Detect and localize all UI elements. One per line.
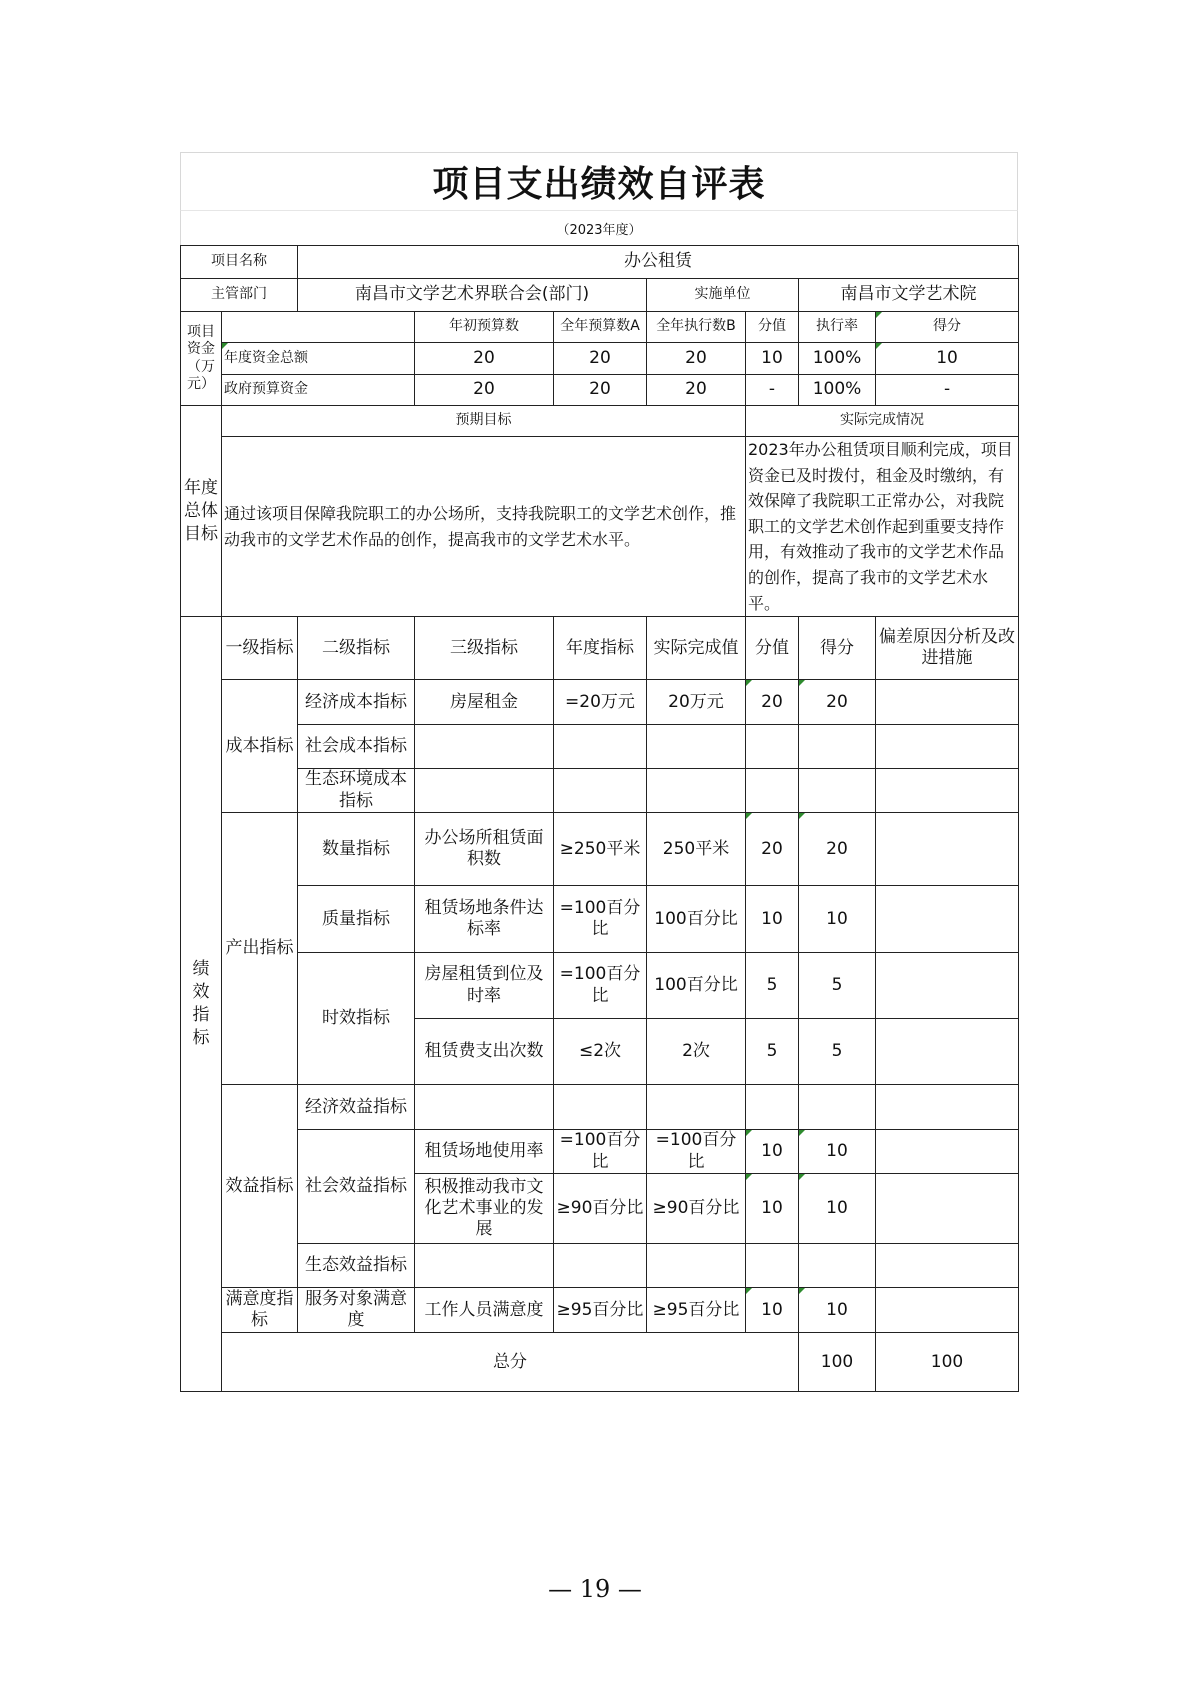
note-cell <box>876 1174 1019 1244</box>
got-cell: 10 <box>799 1288 876 1333</box>
perf-row <box>181 813 1019 886</box>
actual-cell: 100百分比 <box>647 953 746 1019</box>
project-name-row <box>181 246 1019 279</box>
total-got: 100 <box>876 1333 1019 1392</box>
score-cell: 20 <box>746 813 799 886</box>
funds-cell: 20 <box>415 343 554 375</box>
page-title: 项目支出绩效自评表 <box>432 163 766 205</box>
l3-cell: 房屋租赁到位及时率 <box>415 953 554 1019</box>
goal-expected-text: 通过该项目保障我院职工的办公场所，支持我院职工的文学艺术创作，推动我市的文学艺术作品的创作，提高我市的文学艺术水平。 <box>222 437 746 617</box>
l3-cell: 租赁场地条件达标率 <box>415 886 554 953</box>
got-cell: 10 <box>799 1130 876 1174</box>
l2-cell: 生态效益指标 <box>298 1244 415 1288</box>
funds-header: 年初预算数 <box>415 312 554 343</box>
target-cell: ≥95百分比 <box>554 1288 647 1333</box>
impl-label: 实施单位 <box>647 279 799 312</box>
actual-cell: 2次 <box>647 1019 746 1085</box>
impl-value: 南昌市文学艺术院 <box>799 279 1019 312</box>
goal-header-row <box>181 406 1019 437</box>
funds-row-name: 年度资金总额 <box>222 343 415 375</box>
l2-cell: 数量指标 <box>298 813 415 886</box>
perf-row <box>181 1085 1019 1130</box>
total-row <box>181 1333 1019 1392</box>
target-cell: =100百分比 <box>554 953 647 1019</box>
page-number: — 19 — <box>548 1575 642 1603</box>
actual-cell: ≥90百分比 <box>647 1174 746 1244</box>
evaluation-sheet <box>180 152 1018 1392</box>
note-cell <box>876 1288 1019 1333</box>
got-cell: 5 <box>799 1019 876 1085</box>
l1-satisfaction: 满意度指标 <box>222 1288 298 1333</box>
score-cell: 10 <box>746 886 799 953</box>
funds-cell: 20 <box>554 343 647 375</box>
title-row <box>180 152 1018 210</box>
l1-benefit: 效益指标 <box>222 1085 298 1288</box>
note-cell <box>876 886 1019 953</box>
funds-blank <box>222 312 415 343</box>
perf-header: 三级指标 <box>415 617 554 680</box>
got-cell: 10 <box>799 886 876 953</box>
total-score: 100 <box>799 1333 876 1392</box>
score-cell: 10 <box>746 1288 799 1333</box>
funds-row <box>181 343 1019 375</box>
l2-cell: 经济效益指标 <box>298 1085 415 1130</box>
score-cell: 5 <box>746 953 799 1019</box>
target-cell: =100百分比 <box>554 1130 647 1174</box>
funds-cell: 20 <box>647 375 746 406</box>
score-cell: 10 <box>746 1130 799 1174</box>
perf-header-row <box>181 617 1019 680</box>
funds-cell: 100% <box>799 375 876 406</box>
perf-row <box>181 769 1019 813</box>
l2-cell: 社会效益指标 <box>298 1130 415 1244</box>
funds-cell: - <box>876 375 1019 406</box>
funds-header: 执行率 <box>799 312 876 343</box>
perf-header: 二级指标 <box>298 617 415 680</box>
perf-row <box>181 1130 1019 1174</box>
l1-output: 产出指标 <box>222 813 298 1085</box>
funds-row-name: 政府预算资金 <box>222 375 415 406</box>
year-row <box>180 210 1018 245</box>
actual-cell: ≥95百分比 <box>647 1288 746 1333</box>
got-cell: 10 <box>799 1174 876 1244</box>
funds-header: 全年预算数A <box>554 312 647 343</box>
target-cell: ≤2次 <box>554 1019 647 1085</box>
evaluation-table <box>180 245 1019 1392</box>
total-label: 总分 <box>222 1333 799 1392</box>
funds-cell: - <box>746 375 799 406</box>
l3-cell: 积极推动我市文化艺术事业的发展 <box>415 1174 554 1244</box>
l2-cell: 服务对象满意度 <box>298 1288 415 1333</box>
goal-actual-header: 实际完成情况 <box>746 406 1019 437</box>
perf-header: 实际完成值 <box>647 617 746 680</box>
got-cell: 20 <box>799 680 876 725</box>
funds-header: 得分 <box>876 312 1019 343</box>
funds-cell: 10 <box>876 343 1019 375</box>
l2-cell: 时效指标 <box>298 953 415 1085</box>
target-cell: =100百分比 <box>554 886 647 953</box>
actual-cell: 250平米 <box>647 813 746 886</box>
department-row <box>181 279 1019 312</box>
score-cell: 5 <box>746 1019 799 1085</box>
got-cell: 5 <box>799 953 876 1019</box>
perf-row <box>181 680 1019 725</box>
l3-cell: 房屋租金 <box>415 680 554 725</box>
got-cell: 20 <box>799 813 876 886</box>
l3-cell: 租赁场地使用率 <box>415 1130 554 1174</box>
goal-actual-text: 2023年办公租赁项目顺利完成，项目资金已及时拨付，租金及时缴纳，有效保障了我院职工正常办公，对我院职工的文学艺术创作起到重要支持作用，有效推动了我市的文学艺术作品的创作，提高了我市的文学艺术水平。 <box>746 437 1019 617</box>
actual-cell: 20万元 <box>647 680 746 725</box>
perf-row <box>181 1244 1019 1288</box>
perf-header: 一级指标 <box>222 617 298 680</box>
dept-label: 主管部门 <box>181 279 298 312</box>
target-cell: ≥250平米 <box>554 813 647 886</box>
perf-header: 年度指标 <box>554 617 647 680</box>
note-cell <box>876 813 1019 886</box>
funds-row <box>181 375 1019 406</box>
project-name-value: 办公租赁 <box>298 246 1019 279</box>
actual-cell: =100百分比 <box>647 1130 746 1174</box>
dept-value: 南昌市文学艺术界联合会(部门) <box>298 279 647 312</box>
l3-cell: 办公场所租赁面积数 <box>415 813 554 886</box>
perf-row <box>181 886 1019 953</box>
target-cell: ≥90百分比 <box>554 1174 647 1244</box>
actual-cell: 100百分比 <box>647 886 746 953</box>
goal-content-row <box>181 437 1019 617</box>
funds-cell: 10 <box>746 343 799 375</box>
perf-header: 分值 <box>746 617 799 680</box>
note-cell <box>876 680 1019 725</box>
perf-row <box>181 1288 1019 1333</box>
funds-cell: 20 <box>415 375 554 406</box>
l3-cell: 工作人员满意度 <box>415 1288 554 1333</box>
l3-cell: 租赁费支出次数 <box>415 1019 554 1085</box>
perf-header: 偏差原因分析及改进措施 <box>876 617 1019 680</box>
perf-label: 绩效指标 <box>181 617 222 1392</box>
note-cell <box>876 953 1019 1019</box>
funds-cell: 100% <box>799 343 876 375</box>
funds-header: 分值 <box>746 312 799 343</box>
funds-header: 全年执行数B <box>647 312 746 343</box>
l2-cell: 生态环境成本指标 <box>298 769 415 813</box>
year-label: （2023年度） <box>556 222 642 238</box>
perf-header: 得分 <box>799 617 876 680</box>
project-name-label: 项目名称 <box>181 246 298 279</box>
goal-label: 年度总体目标 <box>181 406 222 617</box>
funds-header-row <box>181 312 1019 343</box>
score-cell: 20 <box>746 680 799 725</box>
perf-row <box>181 953 1019 1019</box>
note-cell <box>876 1019 1019 1085</box>
funds-label: 项目资金（万元） <box>181 312 222 406</box>
l1-cost: 成本指标 <box>222 680 298 813</box>
l2-cell: 经济成本指标 <box>298 680 415 725</box>
perf-row <box>181 725 1019 769</box>
goal-expected-header: 预期目标 <box>222 406 746 437</box>
l2-cell: 社会成本指标 <box>298 725 415 769</box>
target-cell: =20万元 <box>554 680 647 725</box>
note-cell <box>876 1130 1019 1174</box>
score-cell: 10 <box>746 1174 799 1244</box>
l2-cell: 质量指标 <box>298 886 415 953</box>
funds-cell: 20 <box>554 375 647 406</box>
funds-cell: 20 <box>647 343 746 375</box>
